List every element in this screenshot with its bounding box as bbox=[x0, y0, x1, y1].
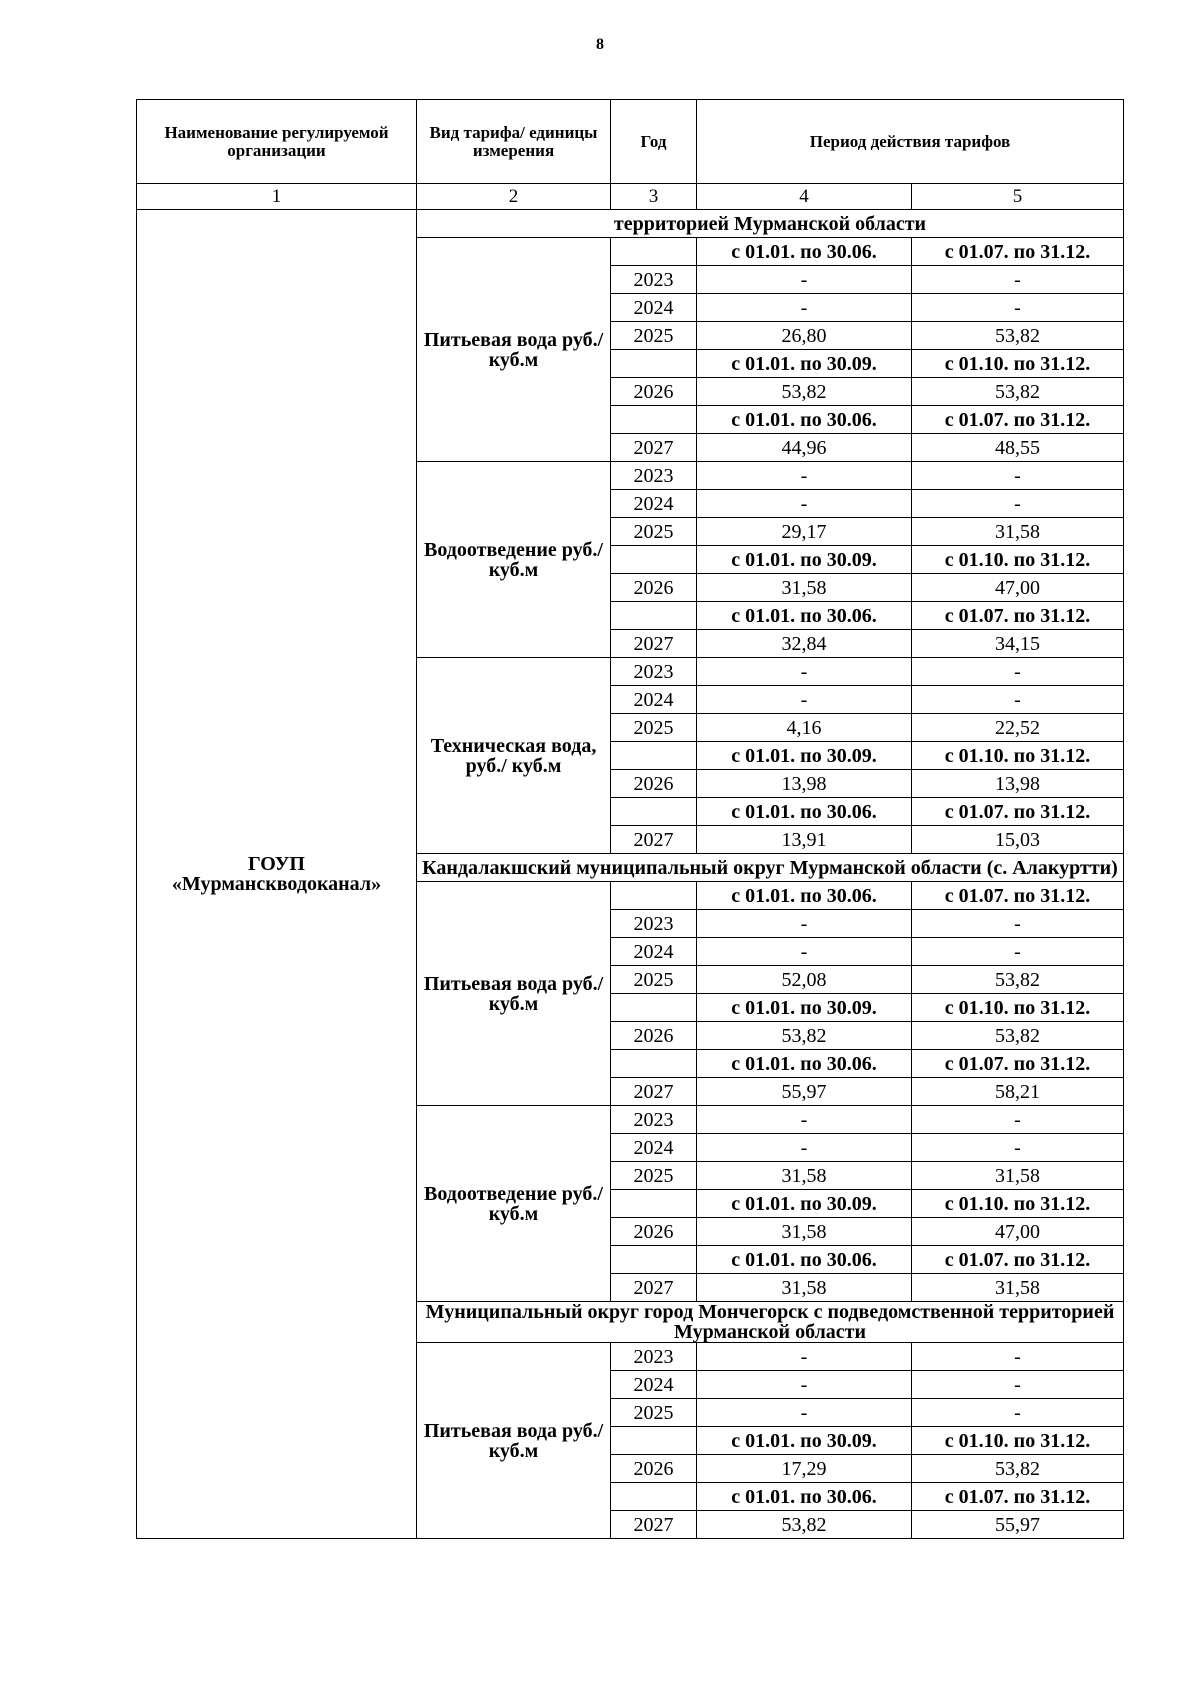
year-cell: 2023 bbox=[611, 1106, 697, 1134]
period-label: с 01.01. по 30.06. bbox=[697, 238, 912, 266]
tariff-value: 53,82 bbox=[912, 378, 1124, 406]
period-label: с 01.07. по 31.12. bbox=[912, 1246, 1124, 1274]
year-cell bbox=[611, 350, 697, 378]
year-cell: 2026 bbox=[611, 1218, 697, 1246]
year-cell bbox=[611, 1050, 697, 1078]
year-cell: 2023 bbox=[611, 462, 697, 490]
table-body bbox=[137, 210, 1124, 1539]
period-label: с 01.01. по 30.09. bbox=[697, 742, 912, 770]
tariff-value: 44,96 bbox=[697, 434, 912, 462]
organization-name: «Мурманскводоканал» bbox=[171, 873, 382, 895]
column-number: 1 bbox=[137, 184, 417, 210]
year-cell: 2027 bbox=[611, 1078, 697, 1106]
tariff-value: 13,98 bbox=[912, 770, 1124, 798]
tariff-value: - bbox=[912, 490, 1124, 518]
tariff-value: - bbox=[912, 1399, 1124, 1427]
tariff-value: 26,80 bbox=[697, 322, 912, 350]
year-cell bbox=[611, 882, 697, 910]
year-cell: 2023 bbox=[611, 910, 697, 938]
column-number: 4 bbox=[697, 184, 912, 210]
page-number: 8 bbox=[596, 36, 604, 53]
period-label: с 01.01. по 30.09. bbox=[697, 1190, 912, 1218]
tariff-value: - bbox=[912, 910, 1124, 938]
tariff-value: 13,98 bbox=[697, 770, 912, 798]
tariff-type: Водоотведение руб./ куб.м bbox=[417, 462, 611, 658]
tariff-value: - bbox=[697, 1134, 912, 1162]
tariff-value: - bbox=[697, 938, 912, 966]
table-header bbox=[137, 100, 1124, 210]
tariff-value: 22,52 bbox=[912, 714, 1124, 742]
tariff-value: - bbox=[912, 658, 1124, 686]
year-cell: 2025 bbox=[611, 1162, 697, 1190]
year-cell: 2027 bbox=[611, 630, 697, 658]
year-cell: 2025 bbox=[611, 322, 697, 350]
period-label: с 01.01. по 30.06. bbox=[697, 882, 912, 910]
period-label: с 01.07. по 31.12. bbox=[912, 238, 1124, 266]
tariff-type: Питьевая вода руб./куб.м bbox=[417, 1343, 611, 1539]
tariff-value: 32,84 bbox=[697, 630, 912, 658]
tariff-value: 31,58 bbox=[697, 1274, 912, 1302]
tariff-value: - bbox=[697, 1399, 912, 1427]
period-label: с 01.01. по 30.09. bbox=[697, 994, 912, 1022]
tariff-value: 53,82 bbox=[912, 1022, 1124, 1050]
tariff-value: 15,03 bbox=[912, 826, 1124, 854]
year-cell bbox=[611, 994, 697, 1022]
year-cell: 2026 bbox=[611, 770, 697, 798]
year-cell bbox=[611, 238, 697, 266]
tariff-value: 52,08 bbox=[697, 966, 912, 994]
year-cell: 2026 bbox=[611, 1455, 697, 1483]
year-cell bbox=[611, 406, 697, 434]
period-label: с 01.07. по 31.12. bbox=[912, 1050, 1124, 1078]
period-label: с 01.10. по 31.12. bbox=[912, 1190, 1124, 1218]
year-cell: 2024 bbox=[611, 1371, 697, 1399]
period-label: с 01.01. по 30.06. bbox=[697, 602, 912, 630]
period-label: с 01.10. по 31.12. bbox=[912, 546, 1124, 574]
tariff-value: - bbox=[912, 462, 1124, 490]
tariff-value: - bbox=[697, 658, 912, 686]
tariff-value: 29,17 bbox=[697, 518, 912, 546]
year-cell: 2024 bbox=[611, 490, 697, 518]
year-cell: 2026 bbox=[611, 1022, 697, 1050]
year-cell: 2024 bbox=[611, 1134, 697, 1162]
header-org: Наименование регулируемой организации bbox=[137, 100, 417, 184]
period-label: с 01.01. по 30.09. bbox=[697, 350, 912, 378]
year-cell bbox=[611, 1246, 697, 1274]
period-label: с 01.07. по 31.12. bbox=[912, 1483, 1124, 1511]
tariff-value: - bbox=[697, 1371, 912, 1399]
column-numbers-row bbox=[137, 184, 1124, 210]
tariff-value: 31,58 bbox=[912, 518, 1124, 546]
tariff-value: 58,21 bbox=[912, 1078, 1124, 1106]
tariff-value: 53,82 bbox=[912, 322, 1124, 350]
year-cell: 2025 bbox=[611, 1399, 697, 1427]
column-number: 3 bbox=[611, 184, 697, 210]
tariff-type: Техническая вода, руб./ куб.м bbox=[417, 658, 611, 854]
tariff-value: - bbox=[912, 1343, 1124, 1371]
tariff-value: 31,58 bbox=[912, 1274, 1124, 1302]
tariff-value: 55,97 bbox=[912, 1511, 1124, 1539]
district-row bbox=[137, 210, 1124, 238]
tariff-value: 53,82 bbox=[697, 378, 912, 406]
period-label: с 01.10. по 31.12. bbox=[912, 350, 1124, 378]
period-label: с 01.01. по 30.06. bbox=[697, 1246, 912, 1274]
tariff-table bbox=[136, 99, 1124, 1539]
tariff-value: 31,58 bbox=[697, 1218, 912, 1246]
tariff-value: 47,00 bbox=[912, 574, 1124, 602]
tariff-value: - bbox=[697, 910, 912, 938]
year-cell: 2027 bbox=[611, 434, 697, 462]
district-title: территорией Мурманской области bbox=[417, 210, 1124, 238]
year-cell bbox=[611, 602, 697, 630]
year-cell: 2023 bbox=[611, 266, 697, 294]
year-cell bbox=[611, 1483, 697, 1511]
year-cell: 2023 bbox=[611, 1343, 697, 1371]
tariff-value: - bbox=[912, 1106, 1124, 1134]
period-label: с 01.07. по 31.12. bbox=[912, 406, 1124, 434]
period-label: с 01.10. по 31.12. bbox=[912, 742, 1124, 770]
tariff-value: 34,15 bbox=[912, 630, 1124, 658]
year-cell bbox=[611, 742, 697, 770]
period-label: с 01.01. по 30.06. bbox=[697, 406, 912, 434]
district-title: Муниципальный округ город Мончегорск с подведомственной территорией Мурманской области bbox=[417, 1302, 1124, 1343]
period-label: с 01.01. по 30.06. bbox=[697, 1483, 912, 1511]
year-cell: 2023 bbox=[611, 658, 697, 686]
year-cell: 2027 bbox=[611, 826, 697, 854]
tariff-value: - bbox=[912, 266, 1124, 294]
tariff-value: - bbox=[697, 294, 912, 322]
period-label: с 01.10. по 31.12. bbox=[912, 994, 1124, 1022]
tariff-value: 48,55 bbox=[912, 434, 1124, 462]
year-cell: 2026 bbox=[611, 378, 697, 406]
tariff-value: 47,00 bbox=[912, 1218, 1124, 1246]
tariff-value: - bbox=[912, 686, 1124, 714]
tariff-value: - bbox=[697, 686, 912, 714]
tariff-value: 13,91 bbox=[697, 826, 912, 854]
tariff-value: - bbox=[697, 1343, 912, 1371]
year-cell: 2024 bbox=[611, 294, 697, 322]
period-label: с 01.01. по 30.09. bbox=[697, 1427, 912, 1455]
year-cell: 2026 bbox=[611, 574, 697, 602]
tariff-value: - bbox=[912, 294, 1124, 322]
tariff-value: 31,58 bbox=[697, 1162, 912, 1190]
organization-name: ГОУП bbox=[248, 853, 305, 875]
header-tariff: Вид тарифа/ единицы измерения bbox=[417, 100, 611, 184]
column-number: 5 bbox=[912, 184, 1124, 210]
column-number: 2 bbox=[417, 184, 611, 210]
tariff-type: Питьевая вода руб./куб.м bbox=[417, 238, 611, 462]
tariff-value: 53,82 bbox=[697, 1022, 912, 1050]
year-cell: 2025 bbox=[611, 966, 697, 994]
tariff-value: 53,82 bbox=[912, 966, 1124, 994]
tariff-value: 53,82 bbox=[912, 1455, 1124, 1483]
tariff-value: - bbox=[912, 1134, 1124, 1162]
tariff-type: Питьевая вода руб./куб.м bbox=[417, 882, 611, 1106]
tariff-value: - bbox=[912, 938, 1124, 966]
period-label: с 01.01. по 30.06. bbox=[697, 1050, 912, 1078]
tariff-value: 17,29 bbox=[697, 1455, 912, 1483]
tariff-value: 31,58 bbox=[697, 574, 912, 602]
district-title: Кандалакшский муниципальный округ Мурманской области (с. Алакуртти) bbox=[417, 854, 1124, 882]
year-cell: 2027 bbox=[611, 1511, 697, 1539]
year-cell: 2024 bbox=[611, 686, 697, 714]
year-cell: 2025 bbox=[611, 518, 697, 546]
tariff-value: 4,16 bbox=[697, 714, 912, 742]
year-cell bbox=[611, 798, 697, 826]
period-label: с 01.07. по 31.12. bbox=[912, 882, 1124, 910]
organization-cell bbox=[137, 210, 417, 1539]
header-period: Период действия тарифов bbox=[697, 100, 1124, 184]
year-cell: 2027 bbox=[611, 1274, 697, 1302]
year-cell bbox=[611, 1427, 697, 1455]
period-label: с 01.01. по 30.09. bbox=[697, 546, 912, 574]
tariff-value: 55,97 bbox=[697, 1078, 912, 1106]
period-label: с 01.07. по 31.12. bbox=[912, 602, 1124, 630]
period-label: с 01.07. по 31.12. bbox=[912, 798, 1124, 826]
tariff-value: 31,58 bbox=[912, 1162, 1124, 1190]
tariff-value: - bbox=[912, 1371, 1124, 1399]
year-cell bbox=[611, 1190, 697, 1218]
tariff-value: - bbox=[697, 462, 912, 490]
tariff-value: - bbox=[697, 266, 912, 294]
tariff-value: - bbox=[697, 490, 912, 518]
tariff-type: Водоотведение руб./ куб.м bbox=[417, 1106, 611, 1302]
period-label: с 01.10. по 31.12. bbox=[912, 1427, 1124, 1455]
tariff-value: 53,82 bbox=[697, 1511, 912, 1539]
header-row bbox=[137, 100, 1124, 184]
header-year: Год bbox=[611, 100, 697, 184]
year-cell: 2025 bbox=[611, 714, 697, 742]
year-cell: 2024 bbox=[611, 938, 697, 966]
period-label: с 01.01. по 30.06. bbox=[697, 798, 912, 826]
tariff-value: - bbox=[697, 1106, 912, 1134]
year-cell bbox=[611, 546, 697, 574]
